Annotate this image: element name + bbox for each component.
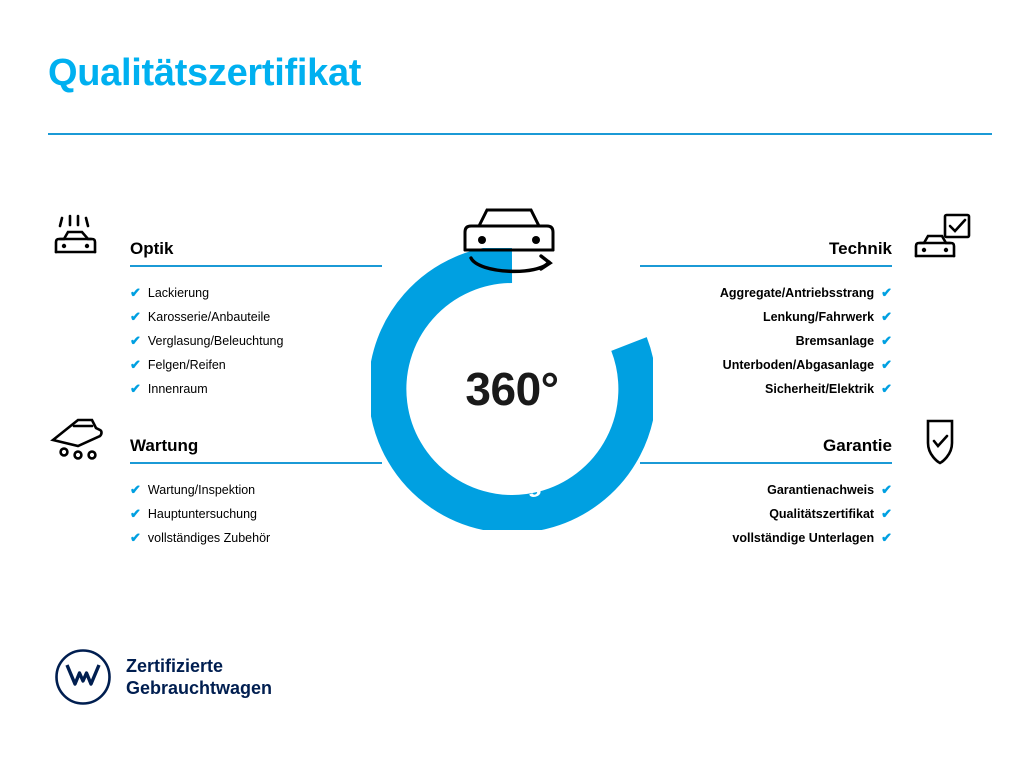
check-icon: ✔ <box>881 505 892 521</box>
section-optik <box>130 240 382 401</box>
footer-line-2: Gebrauchtwagen <box>126 678 273 698</box>
gebrauchtwagen-check-badge <box>371 248 653 530</box>
check-icon: ✔ <box>881 380 892 396</box>
check-icon: ✔ <box>130 356 141 372</box>
list-item: ✔ Lackierung <box>130 281 382 305</box>
check-icon: ✔ <box>130 308 141 324</box>
check-icon: ✔ <box>881 529 892 545</box>
list-item: ✔ Hauptuntersuchung <box>130 502 382 526</box>
list-item: Qualitätszertifikat ✔ <box>640 502 892 526</box>
svg-text:Gebrauchtwagen-Check: Gebrauchtwagen-Check <box>403 404 621 501</box>
section-divider <box>640 265 892 267</box>
list-item: Lenkung/Fahrwerk ✔ <box>640 305 892 329</box>
check-icon: ✔ <box>881 481 892 497</box>
list-item: Bremsanlage ✔ <box>640 329 892 353</box>
check-icon: ✔ <box>130 332 141 348</box>
section-optik-list <box>130 281 382 401</box>
list-item: ✔ Wartung/Inspektion <box>130 478 382 502</box>
title-divider <box>48 133 992 135</box>
vw-logo <box>54 648 112 706</box>
check-icon: ✔ <box>130 481 141 497</box>
list-item: ✔ Felgen/Reifen <box>130 353 382 377</box>
section-wartung <box>130 437 382 550</box>
list-item: Unterboden/Abgasanlage ✔ <box>640 353 892 377</box>
section-technik-heading: Technik <box>829 239 892 258</box>
check-icon: ✔ <box>881 308 892 324</box>
car-rotate-icon <box>449 196 569 286</box>
section-wartung-list <box>130 478 382 550</box>
shield-check-icon <box>918 415 982 471</box>
footer-text <box>126 655 272 700</box>
footer-line-1: Zertifizierte <box>126 655 224 676</box>
section-garantie-heading: Garantie <box>823 436 892 455</box>
list-item: vollständige Unterlagen ✔ <box>640 526 892 550</box>
badge-value: 360° <box>465 363 559 415</box>
section-divider <box>640 462 892 464</box>
check-icon: ✔ <box>881 332 892 348</box>
check-icon: ✔ <box>130 529 141 545</box>
section-divider <box>130 462 382 464</box>
list-item: ✔ vollständiges Zubehör <box>130 526 382 550</box>
section-technik-list <box>640 281 892 401</box>
check-icon: ✔ <box>130 284 141 300</box>
check-icon: ✔ <box>130 380 141 396</box>
section-garantie-list <box>640 478 892 550</box>
footer-brand <box>54 648 272 706</box>
check-icon: ✔ <box>881 356 892 372</box>
check-icon: ✔ <box>881 284 892 300</box>
list-item: ✔ Verglasung/Beleuchtung <box>130 329 382 353</box>
section-garantie <box>640 437 892 550</box>
section-optik-heading: Optik <box>130 239 174 258</box>
page-title: Qualitätszertifikat <box>48 52 362 94</box>
car-service-ramp-icon <box>48 412 112 468</box>
section-divider <box>130 265 382 267</box>
list-item: Sicherheit/Elektrik ✔ <box>640 377 892 401</box>
list-item: ✔ Innenraum <box>130 377 382 401</box>
list-item: ✔ Karosserie/Anbauteile <box>130 305 382 329</box>
list-item: Garantienachweis ✔ <box>640 478 892 502</box>
section-technik <box>640 240 892 401</box>
check-icon: ✔ <box>130 505 141 521</box>
section-wartung-heading: Wartung <box>130 436 199 455</box>
car-wash-icon <box>48 212 112 268</box>
ring-graphic <box>371 248 653 530</box>
list-item: Aggregate/Antriebsstrang ✔ <box>640 281 892 305</box>
car-checklist-icon <box>912 212 976 268</box>
